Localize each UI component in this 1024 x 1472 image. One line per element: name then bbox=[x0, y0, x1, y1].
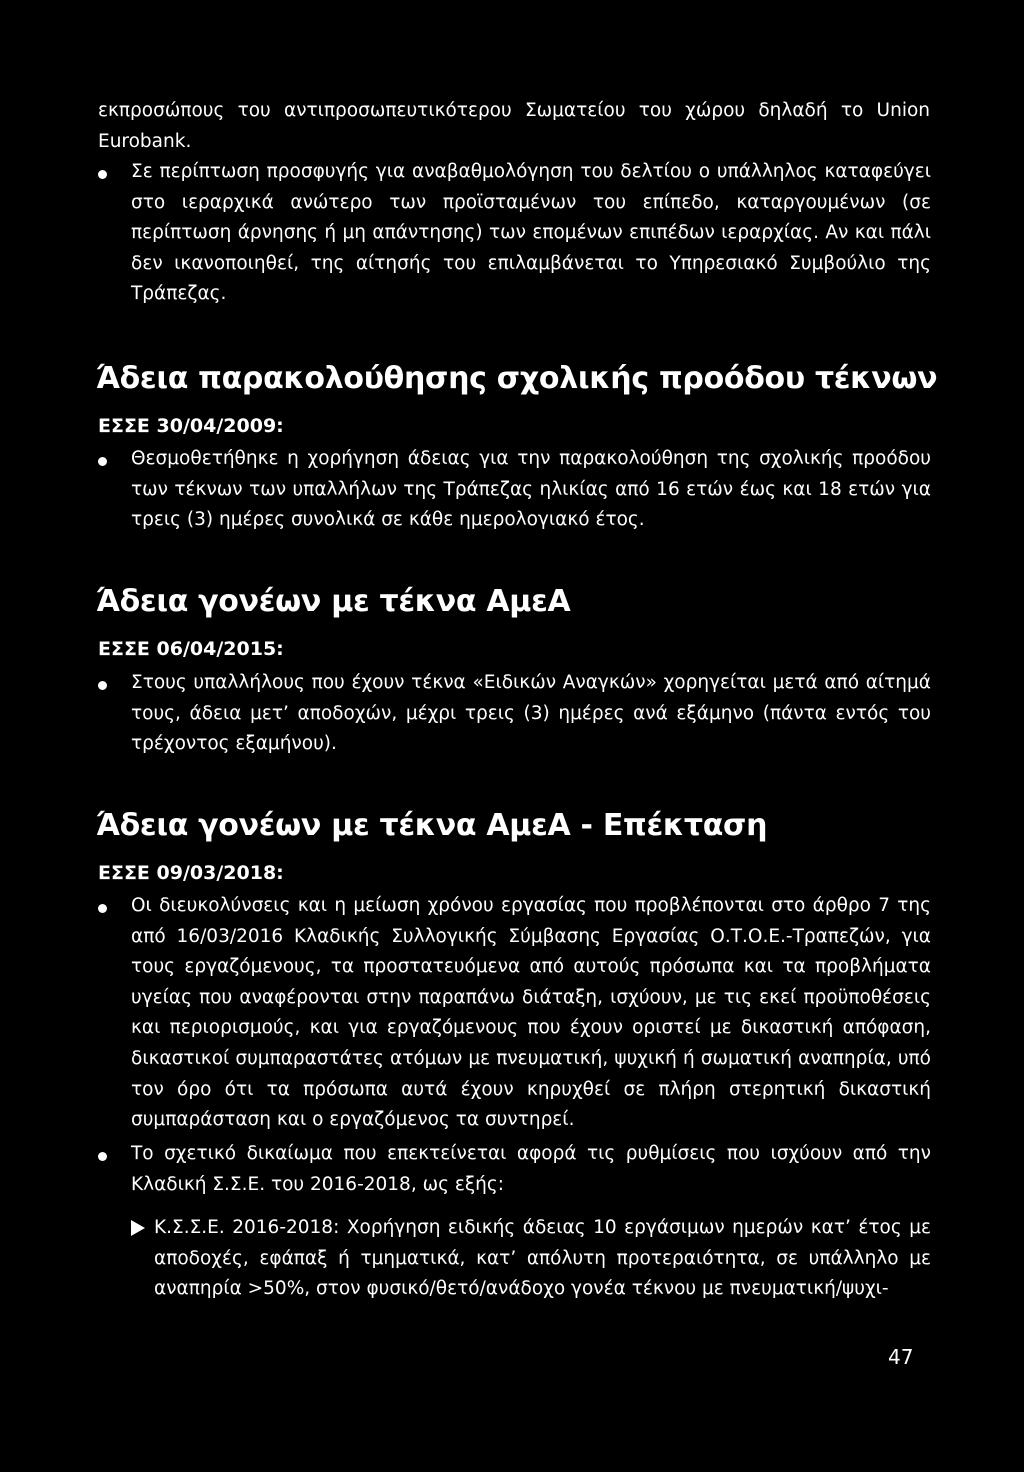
triangle-arrow-icon bbox=[131, 1220, 145, 1236]
section-subheading-parents-disability-extension: ΕΣΣΕ 09/03/2018: bbox=[98, 862, 284, 884]
extension-subitem-text: Κ.Σ.Σ.Ε. 2016-2018: Χορήγηση ειδικής άδειας 10 εργάσιμων ημερών κατ’ έτος με αποδοχές, εφάπαξ ή τμηματικά, κατ’ απόλυτη προτεραιότητα, σε υπάλληλο με αναπηρία >50%, στον φυσικό/θετό/ανάδοχο γονέα τέκνου με πνευματική/ψυχι- bbox=[154, 1217, 931, 1300]
school-progress-bullet-text: Θεσμοθετήθηκε η χορήγηση άδειας για την παρακολούθηση της σχολικής προόδου των τέκνων των υπαλλήλων της Τράπεζας ηλικίας από 16 ετών έως και 18 ετών για τρεις (3) ημέρες συνολικά σε κάθε ημερολογιακό έτος. bbox=[131, 448, 931, 531]
bullet-icon bbox=[98, 681, 107, 690]
bullet-icon bbox=[98, 1152, 107, 1161]
bullet-icon bbox=[98, 170, 107, 179]
intro-continuation: εκπροσώπους του αντιπροσωπευτικότερου Σωματείου του χώρου δηλαδή το Union Eurobank. bbox=[98, 100, 930, 152]
section-subheading-school-progress: ΕΣΣΕ 30/04/2009: bbox=[98, 415, 284, 437]
page-number: 47 bbox=[888, 1345, 914, 1369]
section-heading-parents-disability: Άδεια γονέων με τέκνα ΑμεΑ bbox=[96, 584, 571, 619]
section-heading-parents-disability-extension: Άδεια γονέων με τέκνα ΑμεΑ - Επέκταση bbox=[96, 808, 768, 843]
intro-bullet-text: Σε περίπτωση προσφυγής για αναβαθμολόγηση του δελτίου ο υπάλληλος καταφεύγει στο ιεραρχικά ανώτερο των προϊσταμένων του επίπεδο, καταργουμένων (σε περίπτωση άρνησης ή μη απάντησης) των επομένων επιπέδων ιεραρχίας. Αν και πάλι δεν ικανοποιηθεί, της αίτησής του επιλαμβάνεται το Υπηρεσιακό Συμβούλιο της Τράπεζας. bbox=[131, 161, 931, 305]
bullet-icon bbox=[98, 457, 107, 466]
section-subheading-parents-disability: ΕΣΣΕ 06/04/2015: bbox=[98, 638, 284, 660]
section-heading-school-progress: Άδεια παρακολούθησης σχολικής προόδου τέκνων bbox=[96, 361, 938, 396]
bullet-icon bbox=[98, 904, 107, 913]
extension-bullet-text-1: Οι διευκολύνσεις και η μείωση χρόνου εργασίας που προβλέπονται στο άρθρο 7 της από 16/03/2016 Κλαδικής Συλλογικής Σύμβασης Εργασίας Ο.Τ.Ο.Ε.-Τραπεζών, για τους εργαζόμενους, τα προστατευόμενα από αυτούς πρόσωπα και τα προβλήματα υγείας που αναφέρονται στην παραπάνω διάταξη, ισχύουν, με τις εκεί προϋποθέσεις και περιορισμούς, και για εργαζόμενους που έχουν οριστεί με δικαστική απόφαση, δικαστικοί συμπαραστάτες ατόμων με πνευματική, ψυχική ή σωματική αναπηρία, υπό τον όρο ότι τα πρόσωπα αυτά έχουν κηρυχθεί σε πλήρη στερητική δικαστική συμπαράσταση και ο εργαζόμενος τα συντηρεί. bbox=[131, 895, 931, 1131]
extension-bullet-text-2: Το σχετικό δικαίωμα που επεκτείνεται αφορά τις ρυθμίσεις που ισχύουν από την Κλαδική Σ.Σ.Ε. του 2016-2018, ως εξής: bbox=[131, 1143, 931, 1195]
parents-disability-bullet-text: Στους υπαλλήλους που έχουν τέκνα «Ειδικών Αναγκών» χορηγείται μετά από αίτημά τους, άδεια μετ’ αποδοχών, μέχρι τρεις (3) ημέρες ανά εξάμηνο (πάντα εντός του τρέχοντος εξαμήνου). bbox=[131, 672, 931, 755]
